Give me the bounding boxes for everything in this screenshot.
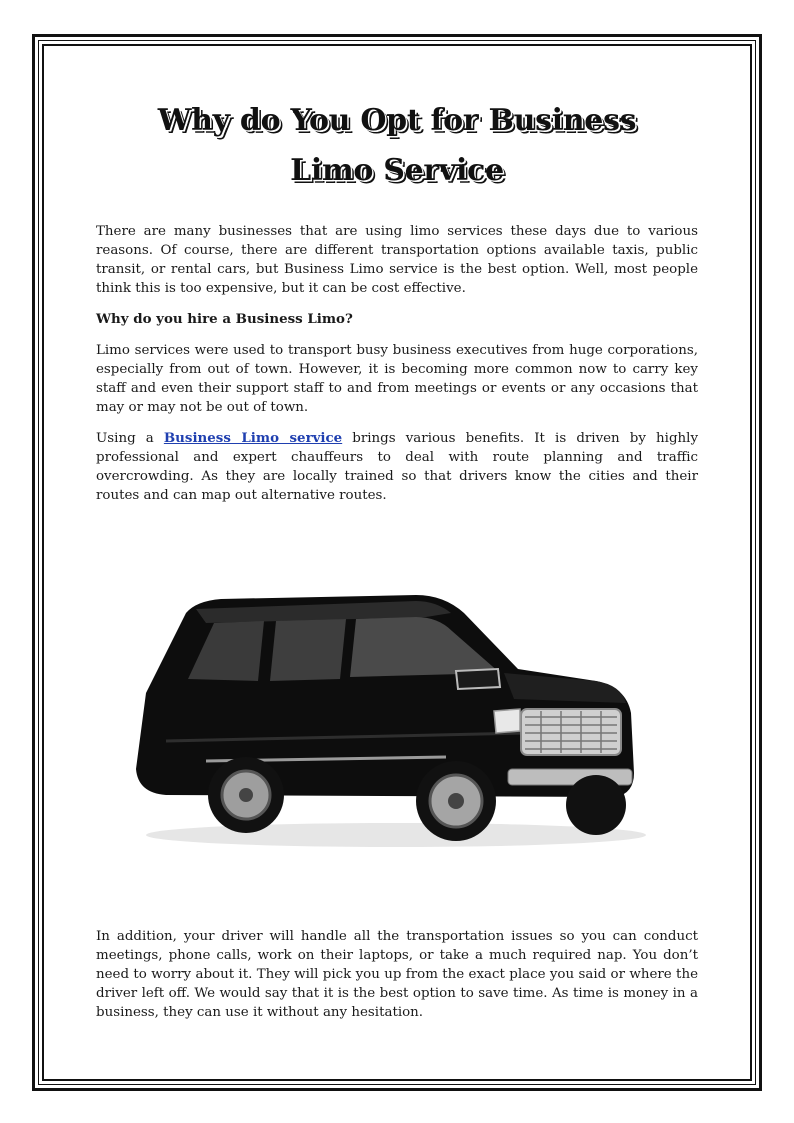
paragraph-benefits-lead: Using a [96,431,164,446]
paragraph-benefits [96,429,698,505]
title-line-1: Why do You Opt for Business [157,103,637,138]
black-suv-illustration [126,573,646,853]
document-body [96,96,698,1034]
paragraph-convenience: In addition, your driver will handle all the transportation issues so you can conduct meetings, phone calls, work on their laptops, or take a much required nap. You don’t need to worry about it. They will pick you up from the exact place you said or where the driver left off. We would say that it is the best option to save time. As time is money in a business, they can use it without any hesitation. [96,929,698,1020]
page-title [96,96,698,196]
intro-paragraph: There are many businesses that are using limo services these days due to various reasons. Of course, there are different transportation options available taxis, public transit, or rental cars, but Business Limo service is the best option. Well, most people think this is too expensive, but it can be cost effective. [96,224,698,296]
car-image [96,517,698,913]
title-line-2: Limo Service [290,153,504,188]
paragraph-benefits-rest: brings various benefits. It is driven by highly professional and expert chauffeurs to deal with route planning and traffic overcrowding. As they are locally trained so that drivers know the cities and their routes and can map out alternative routes. [96,431,699,503]
business-limo-service-link[interactable]: Business Limo service [163,430,343,446]
section-subheading: Why do you hire a Business Limo? [96,311,353,327]
paragraph-history: Limo services were used to transport busy business executives from huge corporations, especially from out of town. However, it is becoming more common now to carry key staff and even their support staff to and from meetings or events or any occasions that may or may not be out of town. [96,343,698,415]
